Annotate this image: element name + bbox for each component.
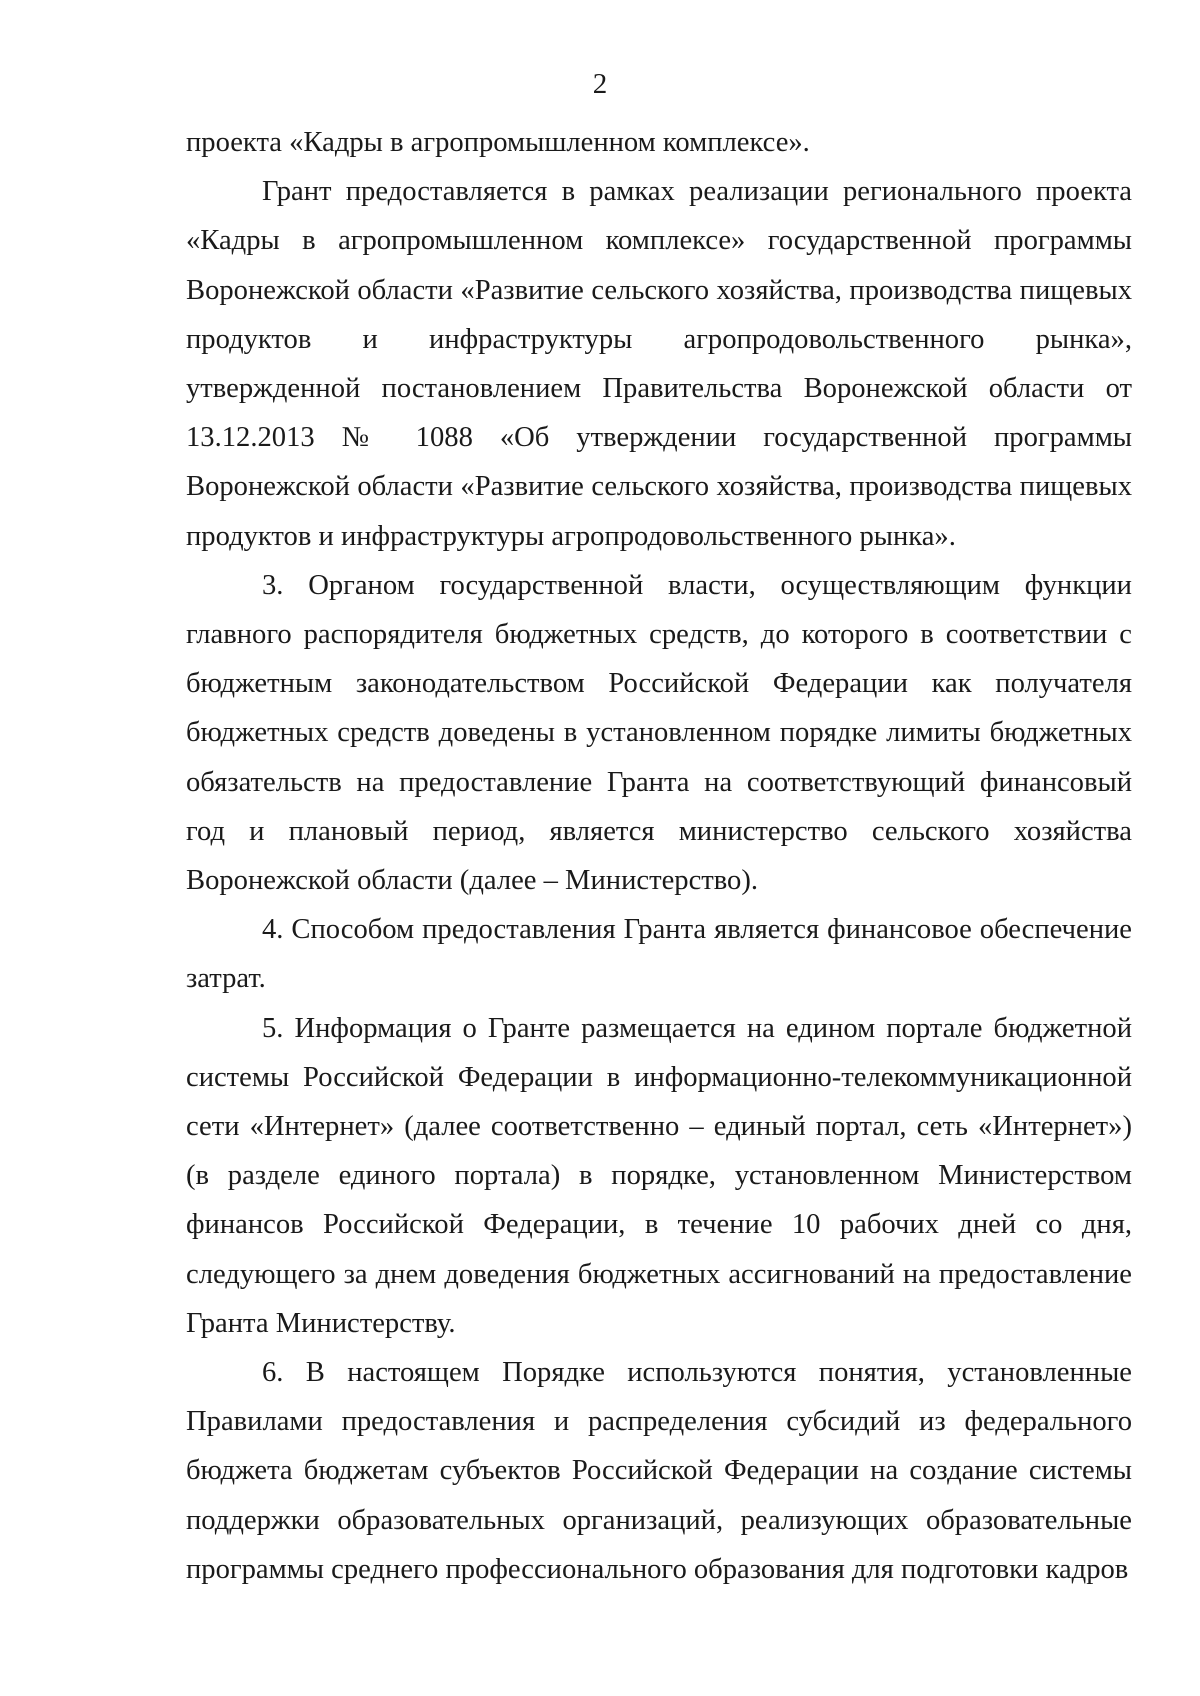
document-body <box>186 118 1132 1594</box>
paragraph-5-information: 5. Информация о Гранте размещается на едином портале бюджетной системы Российской Федерации в информационно-телекоммуникационной сети «Интернет» (далее соответственно – единый портал, сеть «Интернет») (в разделе единого портала) в порядке, установленном Министерством финансов Российской Федерации, в течение 10 рабочих дней со дня, следующего за днем доведения бюджетных ассигнований на предоставление Гранта Министерству. <box>186 1012 1132 1339</box>
page-number: 2 <box>592 68 608 100</box>
paragraph-6-definitions: 6. В настоящем Порядке используются понятия, установленные Правилами предоставления и распределения субсидий из федерального бюджета бюджетам субъектов Российской Федерации на создание системы поддержки образовательных организаций, реализующих образовательные программы среднего профессионального образования для подготовки кадров <box>186 1357 1132 1585</box>
paragraph-grant-project: Грант предоставляется в рамках реализации регионального проекта «Кадры в агропромышленном комплексе» государственной программы Воронежской области «Развитие сельского хозяйства, производства пищевых продуктов и инфраструктуры агропродовольственного рынка», утвержденной постановлением Правительства Воронежской области от 13.12.2013 № 1088 «Об утверждении государственной программы Воронежской области «Развитие сельского хозяйства, производства пищевых продуктов и инфраструктуры агропродовольственного рынка». <box>186 176 1132 552</box>
paragraph-4-method: 4. Способом предоставления Гранта является финансовое обеспечение затрат. <box>186 914 1132 995</box>
paragraph-3-authority: 3. Органом государственной власти, осуществляющим функции главного распорядителя бюджетных средств, до которого в соответствии с бюджетным законодательством Российской Федерации как получателя бюджетных средств доведены в установленном порядке лимиты бюджетных обязательств на предоставление Гранта на соответствующий финансовый год и плановый период, является министерство сельского хозяйства Воронежской области (далее – Министерство). <box>186 569 1132 897</box>
paragraph-continuation: проекта «Кадры в агропромышленном комплексе». <box>186 127 810 158</box>
